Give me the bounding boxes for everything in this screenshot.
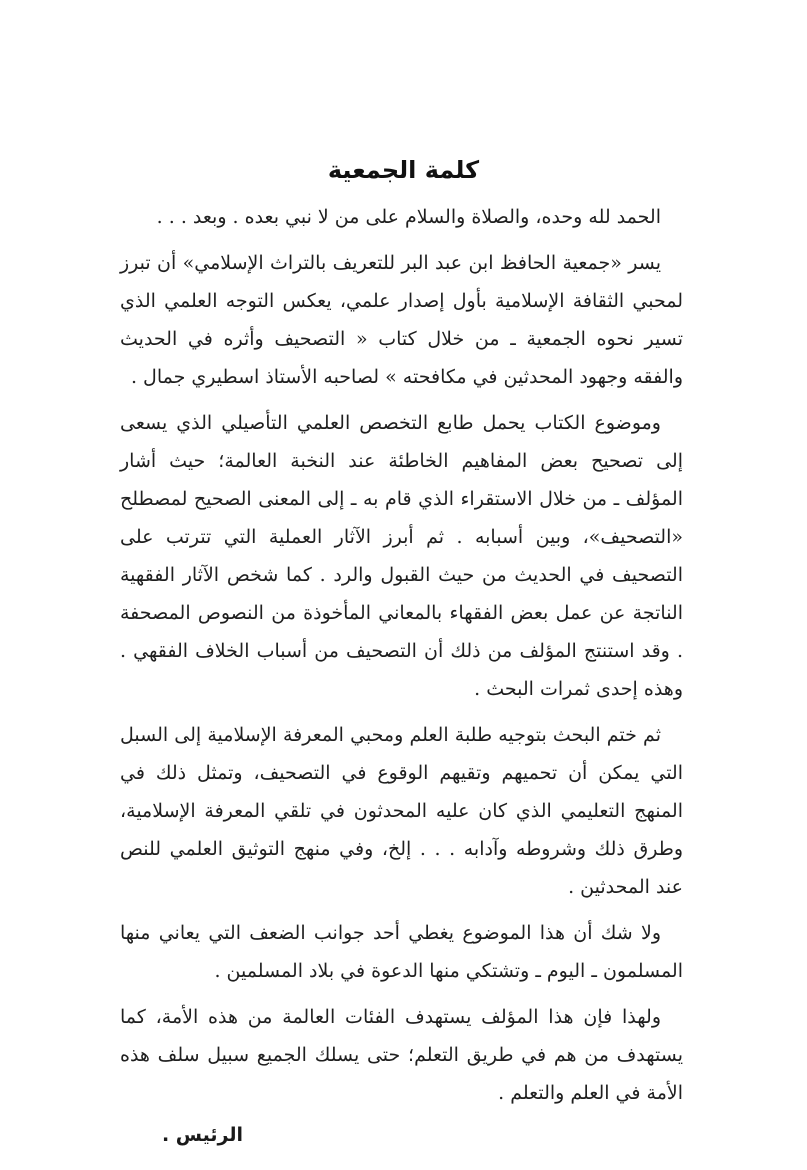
paragraph-conclusion: ثم ختم البحث بتوجيه طلبة العلم ومحبي المعرفة الإسلامية إلى السبل التي يمكن أن تحميهم وتقيهم الوقوع في التصحيف، وتمثل ذلك في المنهج التعليمي الذي كان عليه المحدثون في تلقي المعرفة الإسلامية، وطرق ذلك وشروطه وآدابه . . . إلخ، وفي منهج التوثيق العلمي للنص عند المحدثين . xyxy=(120,724,683,898)
paragraph-opening: الحمد لله وحده، والصلاة والسلام على من لا نبي بعده . وبعد . . . xyxy=(156,206,661,228)
paragraph-weakness: ولا شك أن هذا الموضوع يغطي أحد جوانب الضعف التي يعاني منها المسلمون ـ اليوم ـ وتشتكي منها الدعوة في بلاد المسلمين . xyxy=(120,922,683,982)
page-title: كلمة الجمعية xyxy=(327,156,480,185)
paragraph-book-subject: وموضوع الكتاب يحمل طابع التخصص العلمي التأصيلي الذي يسعى إلى تصحيح بعض المفاهيم الخاطئة عند النخبة العالمة؛ حيث أشار المؤلف ـ من خلال الاستقراء الذي قام به ـ إلى المعنى الصحيح لمصطلح «التصحيف»، وبين أسبابه . ثم أبرز الآثار العملية التي تترتب على التصحيف في الحديث من حيث القبول والرد . كما شخص الآثار الفقهية الناتجة عن عمل بعض الفقهاء بالمعاني المأخوذة من النصوص المصحفة . وقد استنتج المؤلف من ذلك أن التصحيف من أسباب الخلاف الفقهي . وهذه إحدى ثمرات البحث . xyxy=(120,412,683,700)
paragraph-audience: ولهذا فإن هذا المؤلف يستهدف الفئات العالمة من هذه الأمة، كما يستهدف من هم في طريق التعلم؛ حتى يسلك الجميع سبيل سلف هذه الأمة في العلم والتعلم . xyxy=(120,1006,683,1104)
document-body xyxy=(120,198,683,1120)
paragraph-announcement: يسر «جمعية الحافظ ابن عبد البر للتعريف بالتراث الإسلامي» أن تبرز لمحبي الثقافة الإسلامية بأول إصدار علمي، يعكس التوجه العلمي الذي تسير نحوه الجمعية ـ من خلال كتاب « التصحيف وأثره في الحديث والفقه وجهود المحدثين في مكافحته » لصاحبه الأستاذ اسطيري جمال . xyxy=(120,252,683,388)
signature-block xyxy=(120,1120,683,1150)
signature: الرئيس . xyxy=(161,1124,243,1146)
